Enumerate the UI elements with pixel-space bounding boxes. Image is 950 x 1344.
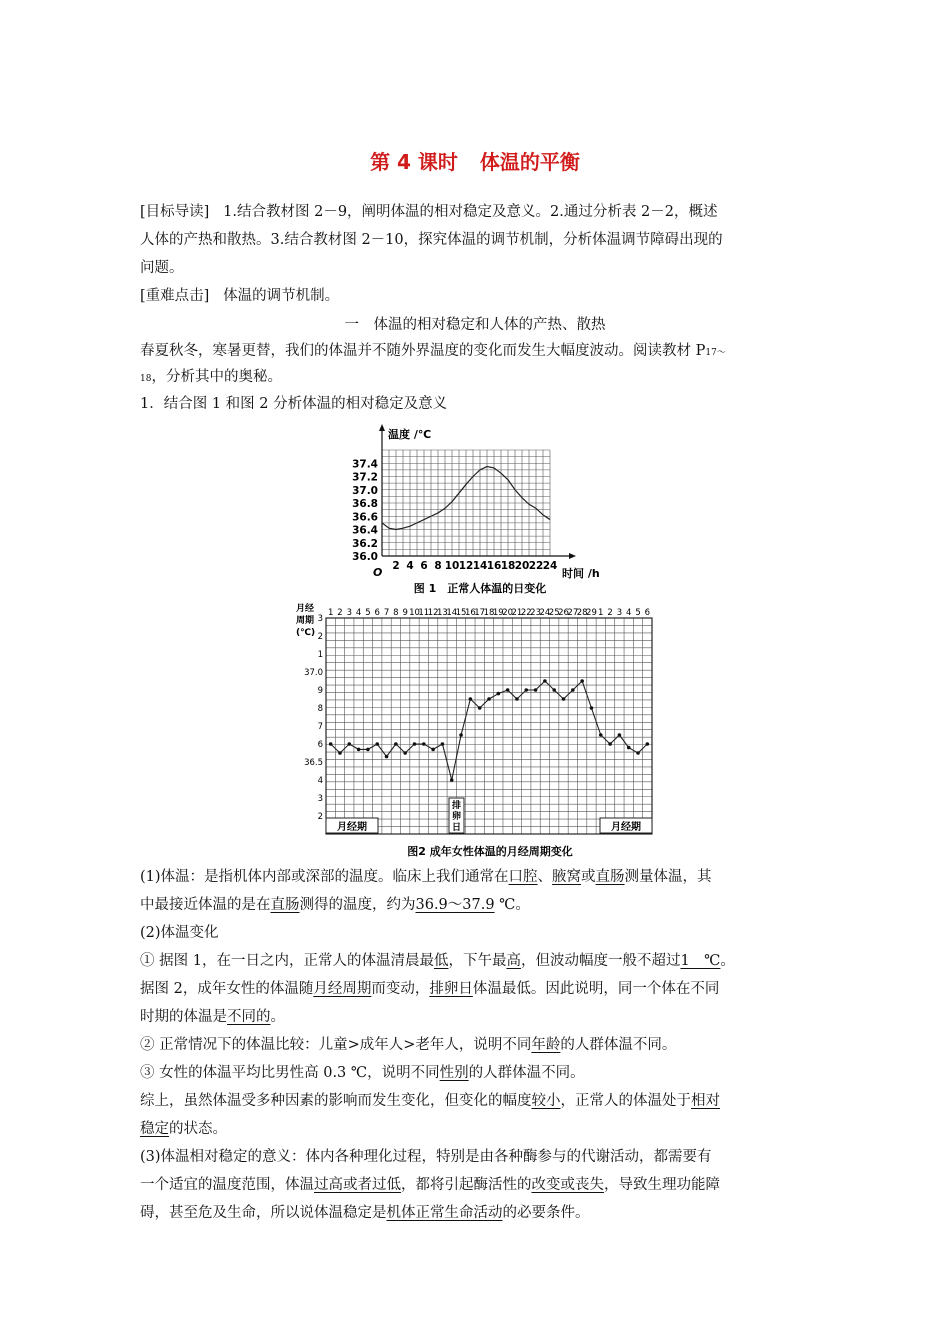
data-point xyxy=(459,733,463,737)
answer-temp-range: 36.9～37.9 xyxy=(415,897,495,913)
x-tick-label: 16 xyxy=(464,608,476,618)
x-tick-label: 2 xyxy=(337,608,343,618)
x-tick-label: 18 xyxy=(483,608,495,618)
item-1: 1．结合图 1 和图 2 分析体温的相对稳定及意义 xyxy=(140,396,448,412)
x-tick-label: 18 xyxy=(500,560,516,572)
y-tick-label: 37.0 xyxy=(304,668,323,678)
intro-line-2: 18，分析其中的奥秘。 xyxy=(140,369,282,385)
x-tick-label: 20 xyxy=(502,608,514,618)
x-tick-label: 20 xyxy=(514,560,530,572)
para-fig2-analysis-2: 时期的体温是不同的。 xyxy=(140,1009,285,1025)
y-tick-label: 36.5 xyxy=(304,758,323,768)
page-title xyxy=(0,146,950,175)
answer-different: 不同的 xyxy=(227,1009,271,1025)
data-point xyxy=(524,688,528,692)
data-point xyxy=(515,697,519,701)
data-point xyxy=(487,697,491,701)
answer-high: 高 xyxy=(506,953,521,969)
answer-ovulation-day: 排卵日 xyxy=(429,981,473,997)
x-tick-label: 2 xyxy=(607,608,613,618)
x-tick-label: 12 xyxy=(427,608,439,618)
data-point xyxy=(552,688,556,692)
answer-low: 低 xyxy=(433,953,449,969)
para-significance-2: 一个适宜的温度范围，体温过高或者过低，都将引起酶活性的改变或丧失，导致生理功能障 xyxy=(140,1177,720,1193)
period-right-label: 月经期 xyxy=(611,822,641,833)
x-tick-label: 6 xyxy=(644,608,651,618)
cycle-temperature-line xyxy=(331,681,648,780)
y-tick-label: 2 xyxy=(317,632,323,642)
x-tick-label: 10 xyxy=(409,608,420,618)
x-tick-label: 1 xyxy=(598,608,604,618)
y-tick-label: 3 xyxy=(317,794,323,804)
x-tick-label: 4 xyxy=(355,608,362,618)
x-tick-label: 15 xyxy=(455,608,467,618)
y-axis-label-line-3: (℃) xyxy=(296,628,316,638)
figure-2-caption: 图2 成年女性体温的月经周期变化 xyxy=(407,845,573,858)
origin-label: O xyxy=(373,566,383,579)
data-point xyxy=(599,733,603,737)
x-tick-label: 13 xyxy=(437,608,448,618)
para-temp-change-heading: (2)体温变化 xyxy=(140,925,219,941)
data-point xyxy=(506,688,510,692)
para-body-temp-2: 中最接近体温的是在直肠测得的温度，约为36.9～37.9 ℃。 xyxy=(140,897,530,913)
x-tick-label: 23 xyxy=(530,608,541,618)
data-point xyxy=(431,748,435,752)
answer-change-loss: 改变或丧失 xyxy=(531,1177,604,1193)
x-tick-label: 19 xyxy=(492,608,504,618)
y-tick-label: 37.0 xyxy=(352,484,378,497)
y-tick-label: 36.6 xyxy=(352,511,378,524)
answer-stable: 稳定 xyxy=(140,1121,169,1137)
ovulation-char-3: 日 xyxy=(451,823,462,833)
data-point xyxy=(338,751,342,755)
plot-frame xyxy=(326,618,652,834)
data-point xyxy=(618,733,622,737)
para-significance-1: (3)体温相对稳定的意义：体内各种理化过程，特别是由各种酶参与的代谢活动，都需要有 xyxy=(140,1149,712,1165)
data-point xyxy=(562,697,566,701)
y-tick-label: 9 xyxy=(317,686,323,696)
x-tick-label: 10 xyxy=(444,560,460,572)
x-tick-label: 7 xyxy=(383,608,390,618)
y-tick-label: 2 xyxy=(317,812,323,822)
x-tick-label: 26 xyxy=(558,608,569,618)
x-tick-label: 9 xyxy=(402,608,408,618)
x-tick-label: 4 xyxy=(626,608,632,618)
answer-gender: 性别 xyxy=(439,1065,469,1081)
data-point xyxy=(590,706,594,710)
figure-1-daily-temperature xyxy=(340,420,620,600)
data-point xyxy=(580,679,584,683)
data-point xyxy=(636,751,640,755)
x-tick-label: 4 xyxy=(406,560,414,572)
y-tick-label: 6 xyxy=(317,740,323,750)
answer-too-high-low: 过高或者过低 xyxy=(314,1177,401,1193)
data-point xyxy=(422,742,426,746)
para-gender-compare: ③ 女性的体温平均比男性高 0.3 ℃，说明不同性别的人群体温不同。 xyxy=(140,1065,585,1081)
para-fig1-analysis: ① 据图 1，在一日之内，正常人的体温清晨最低，下午最高，但波动幅度一般不超过1 ℃。 xyxy=(140,953,735,969)
x-tick-label: 8 xyxy=(393,608,399,618)
y-tick-label: 36.4 xyxy=(352,524,378,537)
para-body-temp-1: (1)体温：是指机体内部或深部的温度。临床上我们通常在口腔、腋窝或直肠测量体温，其 xyxy=(140,869,712,885)
x-tick-label: 12 xyxy=(458,560,474,572)
y-tick-label: 36.8 xyxy=(352,498,378,510)
y-tick-label: 37.2 xyxy=(352,471,378,484)
data-point xyxy=(385,755,389,759)
y-tick-label: 37.4 xyxy=(352,458,378,471)
x-tick-label: 24 xyxy=(542,560,558,572)
ovulation-char-2: 卵 xyxy=(451,812,462,822)
para-significance-3: 碍，甚至危及生命，所以说体温稳定是机体正常生命活动的必要条件。 xyxy=(140,1205,590,1221)
y-tick-label: 36.2 xyxy=(352,537,378,550)
figure-1-caption: 图 1 正常人体温的日变化 xyxy=(413,582,547,595)
data-point xyxy=(357,748,361,752)
x-axis-label: 时间 /h xyxy=(562,567,600,580)
data-point xyxy=(543,679,547,683)
y-axis-label-line-1: 月经 xyxy=(296,604,315,614)
answer-menstrual-cycle: 月经周期 xyxy=(313,981,372,997)
answer-normal-life: 机体正常生命活动 xyxy=(386,1205,503,1221)
x-axis-arrow xyxy=(569,553,576,559)
x-tick-label: 1 xyxy=(327,608,334,618)
y-axis-label-line-2: 周期 xyxy=(296,616,315,626)
data-point xyxy=(366,748,370,752)
key-line: [重难点击] 体温的调节机制。 xyxy=(140,288,340,304)
x-tick-label: 5 xyxy=(365,608,371,618)
x-tick-label: 11 xyxy=(418,608,430,618)
para-age-compare: ② 正常情况下的体温比较：儿童>成年人>老年人，说明不同年龄的人群体温不同。 xyxy=(140,1037,677,1053)
ovulation-char-1: 排 xyxy=(451,801,462,811)
y-tick-label: 3 xyxy=(317,614,323,624)
y-tick-label: 4 xyxy=(317,776,323,786)
data-point xyxy=(347,742,351,746)
title-topic: 体温的平衡 xyxy=(479,150,580,174)
x-tick-label: 5 xyxy=(635,608,641,618)
x-tick-label: 14 xyxy=(446,608,458,618)
data-point xyxy=(413,742,417,746)
para-summary-2: 稳定的状态。 xyxy=(140,1121,227,1137)
y-tick-label: 8 xyxy=(317,704,323,714)
x-tick-label: 22 xyxy=(520,608,532,618)
goals-line-2: 人体的产热和散热。3.结合教材图 2－10，探究体温的调节机制，分析体温调节障碍出现的 xyxy=(140,232,723,248)
x-tick-label: 27 xyxy=(567,608,579,618)
goals-line-3: 问题。 xyxy=(140,260,184,276)
figure-2-monthly-temperature xyxy=(290,602,670,860)
x-tick-label: 17 xyxy=(474,608,486,618)
answer-armpit: 腋窝 xyxy=(552,869,582,885)
answer-1-degree: 1 ℃ xyxy=(680,953,721,969)
para-summary-1: 综上，虽然体温受多种因素的影响而发生变化，但变化的幅度较小，正常人的体温处于相对 xyxy=(140,1093,720,1109)
y-axis-arrow xyxy=(379,424,385,431)
data-point xyxy=(478,706,482,710)
period-left-label: 月经期 xyxy=(337,822,367,833)
y-axis-label: 温度 /℃ xyxy=(388,428,432,441)
answer-mouth: 口腔 xyxy=(508,869,538,885)
x-tick-label: 3 xyxy=(346,608,352,618)
section-heading: 一 体温的相对稳定和人体的产热、散热 xyxy=(344,317,606,333)
x-tick-label: 3 xyxy=(616,608,623,618)
x-tick-label: 16 xyxy=(486,560,502,572)
data-point xyxy=(571,688,575,692)
data-point xyxy=(394,742,398,746)
x-tick-label: 22 xyxy=(528,560,544,572)
answer-age: 年龄 xyxy=(531,1037,561,1053)
x-tick-label: 24 xyxy=(539,608,551,618)
para-fig2-analysis-1: 据图 2，成年女性的体温随月经周期而变动，排卵日体温最低。因此说明，同一个体在不同 xyxy=(140,981,720,997)
data-point xyxy=(441,742,445,746)
y-tick-label: 36.0 xyxy=(352,551,378,563)
data-point xyxy=(469,697,473,701)
answer-rectum-2: 直肠 xyxy=(270,897,300,913)
x-tick-label: 6 xyxy=(420,560,428,572)
x-tick-label: 14 xyxy=(472,560,488,572)
x-tick-label: 6 xyxy=(374,608,380,618)
x-tick-label: 25 xyxy=(548,608,560,618)
x-tick-label: 21 xyxy=(511,608,523,618)
answer-small: 较小 xyxy=(531,1093,561,1109)
data-point xyxy=(329,742,333,746)
answer-relative: 相对 xyxy=(691,1093,720,1109)
answer-rectum: 直肠 xyxy=(595,869,625,885)
goals-label: [目标导读] xyxy=(140,204,210,220)
data-point xyxy=(646,742,650,746)
data-point xyxy=(534,688,538,692)
data-point xyxy=(375,742,379,746)
intro-line-1: 春夏秋冬，寒暑更替，我们的体温并不随外界温度的变化而发生大幅度波动。阅读教材 P17～ xyxy=(140,343,726,359)
x-tick-label: 29 xyxy=(586,608,597,618)
y-tick-label: 7 xyxy=(317,722,323,732)
data-point xyxy=(403,751,407,755)
x-tick-label: 8 xyxy=(434,560,442,572)
x-tick-label: 28 xyxy=(576,608,588,618)
y-tick-label: 1 xyxy=(317,650,323,660)
data-point xyxy=(627,746,631,750)
goals-line-1: [目标导读] 1.结合教材图 2－9，阐明体温的相对稳定及意义。2.通过分析表 2－2，概述 xyxy=(140,204,718,220)
title-lesson: 第 4 课时 xyxy=(370,150,458,174)
data-point xyxy=(497,692,501,696)
x-tick-label: 2 xyxy=(392,560,400,572)
data-point xyxy=(450,778,454,782)
key-label: [重难点击] xyxy=(140,288,210,304)
data-point xyxy=(608,742,612,746)
